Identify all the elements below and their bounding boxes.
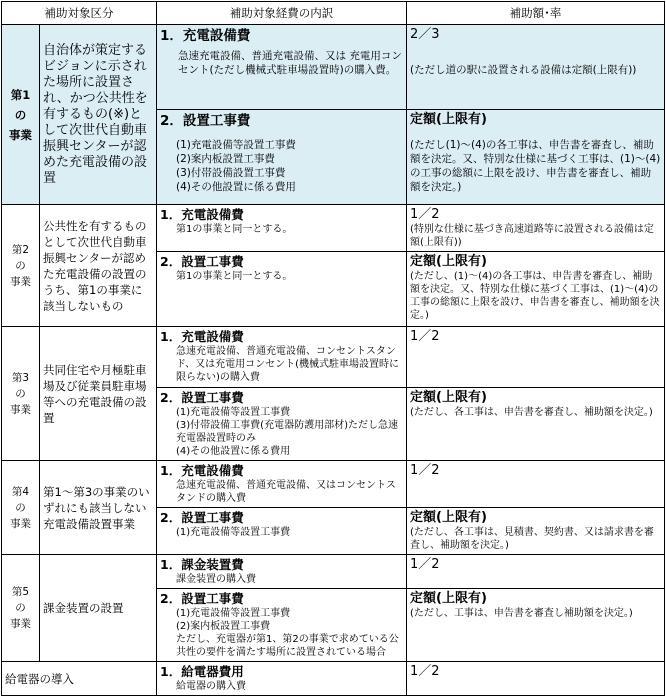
project-2-item-2-rate: 定額(上限有) (ただし、(1)～(4)の各工事は、申告書を審査し、補助額を決定。又、特別な仕様に基づく工事は、(1)～(4)の工事の総額に上限を設け、申告書を審査し、補助額を決定。) bbox=[407, 252, 665, 327]
project-4-item-2: 2．設置工事費 (1)充電設備等設置工事費 bbox=[157, 508, 407, 555]
header-row bbox=[2, 2, 665, 25]
project-5-item-1-rate: 1／2 bbox=[407, 555, 665, 589]
feeder-label: 給電器の導入 bbox=[2, 662, 157, 696]
project-1-item-1-rate: 2／3 (ただし道の駅に設置される設備は定額(上限有)) bbox=[407, 25, 665, 110]
project-2-item-1: 1．充電設備費 第1の事業と同一とする。 bbox=[157, 205, 407, 252]
project-1-row-1 bbox=[2, 25, 665, 110]
project-2-description: 公共性を有するものとして次世代自動車振興センターが認めた充電設備の設置のうち、第1の事業に該当しないもの bbox=[40, 205, 157, 327]
feeder-rate: 1／2 bbox=[407, 662, 665, 696]
project-5-item-2: 2．設置工事費 (1)充電設備等設置工事費 (2)案内板設置工事費 ただし、充電器が第1、第2の事業で求めている公共性の要件を満たす場所に設置されている場合 bbox=[157, 589, 407, 662]
subsidy-table bbox=[1, 1, 665, 696]
project-4-item-1: 1．充電設備費 急速充電設備、普通充電設備、又はコンセントスタンドの購入費 bbox=[157, 461, 407, 508]
project-4-item-1-rate: 1／2 bbox=[407, 461, 665, 508]
project-1-description: 自治体が策定するビジョンに示された場所に設置され、かつ公共性を有するもの(※)として次世代自動車振興センターが認めた充電設備の設置 bbox=[40, 25, 157, 205]
project-5-label: 第5 の 事業 bbox=[2, 555, 40, 662]
project-3-item-2-rate: 定額(上限有) (ただし、各工事は、申告書を審査し、補助額を決定。) bbox=[407, 388, 665, 461]
project-1-item-1: 1．充電設備費 急速充電設備、普通充電設備、又は 充電用コンセント(ただし機械式駐車場設置時)の購入費。 bbox=[157, 25, 407, 110]
project-3-description: 共同住宅や月極駐車場及び従業員駐車場等への充電設備の設置 bbox=[40, 327, 157, 461]
header-breakdown: 補助対象経費の内訳 bbox=[157, 2, 407, 25]
project-2-row-1 bbox=[2, 205, 665, 252]
header-rate: 補助額･率 bbox=[407, 2, 665, 25]
project-4-item-2-rate: 定額(上限有) (ただし、各工事は、見積書、契約書、又は請求書を審査し、補助額を決定。) bbox=[407, 508, 665, 555]
feeder-row bbox=[2, 662, 665, 696]
project-4-label: 第4 の 事業 bbox=[2, 461, 40, 555]
project-3-item-1-rate: 1／2 bbox=[407, 327, 665, 388]
header-category: 補助対象区分 bbox=[2, 2, 157, 25]
project-4-row-1 bbox=[2, 461, 665, 508]
project-4-description: 第1～第3の事業のいずれにも該当しない充電設備設置事業 bbox=[40, 461, 157, 555]
project-3-item-1: 1．充電設備費 急速充電設備、普通充電設備、コンセントスタンド、又は充電用コンセント(機械式駐車場設置時に限らない)の購入費 bbox=[157, 327, 407, 388]
project-2-item-1-rate: 1／2 (特別な仕様に基づき高速道路等に設置される設備は定額(上限有)) bbox=[407, 205, 665, 252]
feeder-item: 1．給電器費用 給電器の購入費 bbox=[157, 662, 407, 696]
project-2-label: 第2 の 事業 bbox=[2, 205, 40, 327]
project-5-description: 課金装置の設置 bbox=[40, 555, 157, 662]
project-5-item-1: 1．課金装置費 課金装置の購入費 bbox=[157, 555, 407, 589]
project-1-item-2-rate: 定額(上限有) (ただし(1)～(4)の各工事は、申告書を審査し、補助額を決定。又、特別な仕様に基づく工事は、(1)～(4)の工事の総額に上限を設け、申告書を審査し、補助額を決定。) bbox=[407, 110, 665, 205]
project-3-label: 第3 の 事業 bbox=[2, 327, 40, 461]
project-3-item-2: 2．設置工事費 (1)充電設備等設置工事費 (3)付帯設備工事費(充電器防護用部材)ただし急速充電器設置時のみ (4)その他設置に係る費用 bbox=[157, 388, 407, 461]
project-1-label: 第1 の 事業 bbox=[2, 25, 40, 205]
project-2-item-2: 2．設置工事費 第1の事業と同一とする。 bbox=[157, 252, 407, 327]
project-5-item-2-rate: 定額(上限有) (ただし、工事は、申告書を審査し補助額を決定。) bbox=[407, 589, 665, 662]
project-5-row-1 bbox=[2, 555, 665, 589]
project-3-row-1 bbox=[2, 327, 665, 388]
project-1-item-2: 2．設置工事費 (1)充電設備等設置工事費 (2)案内板設置工事費 (3)付帯設備設置工事費 (4)その他設置に係る費用 bbox=[157, 110, 407, 205]
